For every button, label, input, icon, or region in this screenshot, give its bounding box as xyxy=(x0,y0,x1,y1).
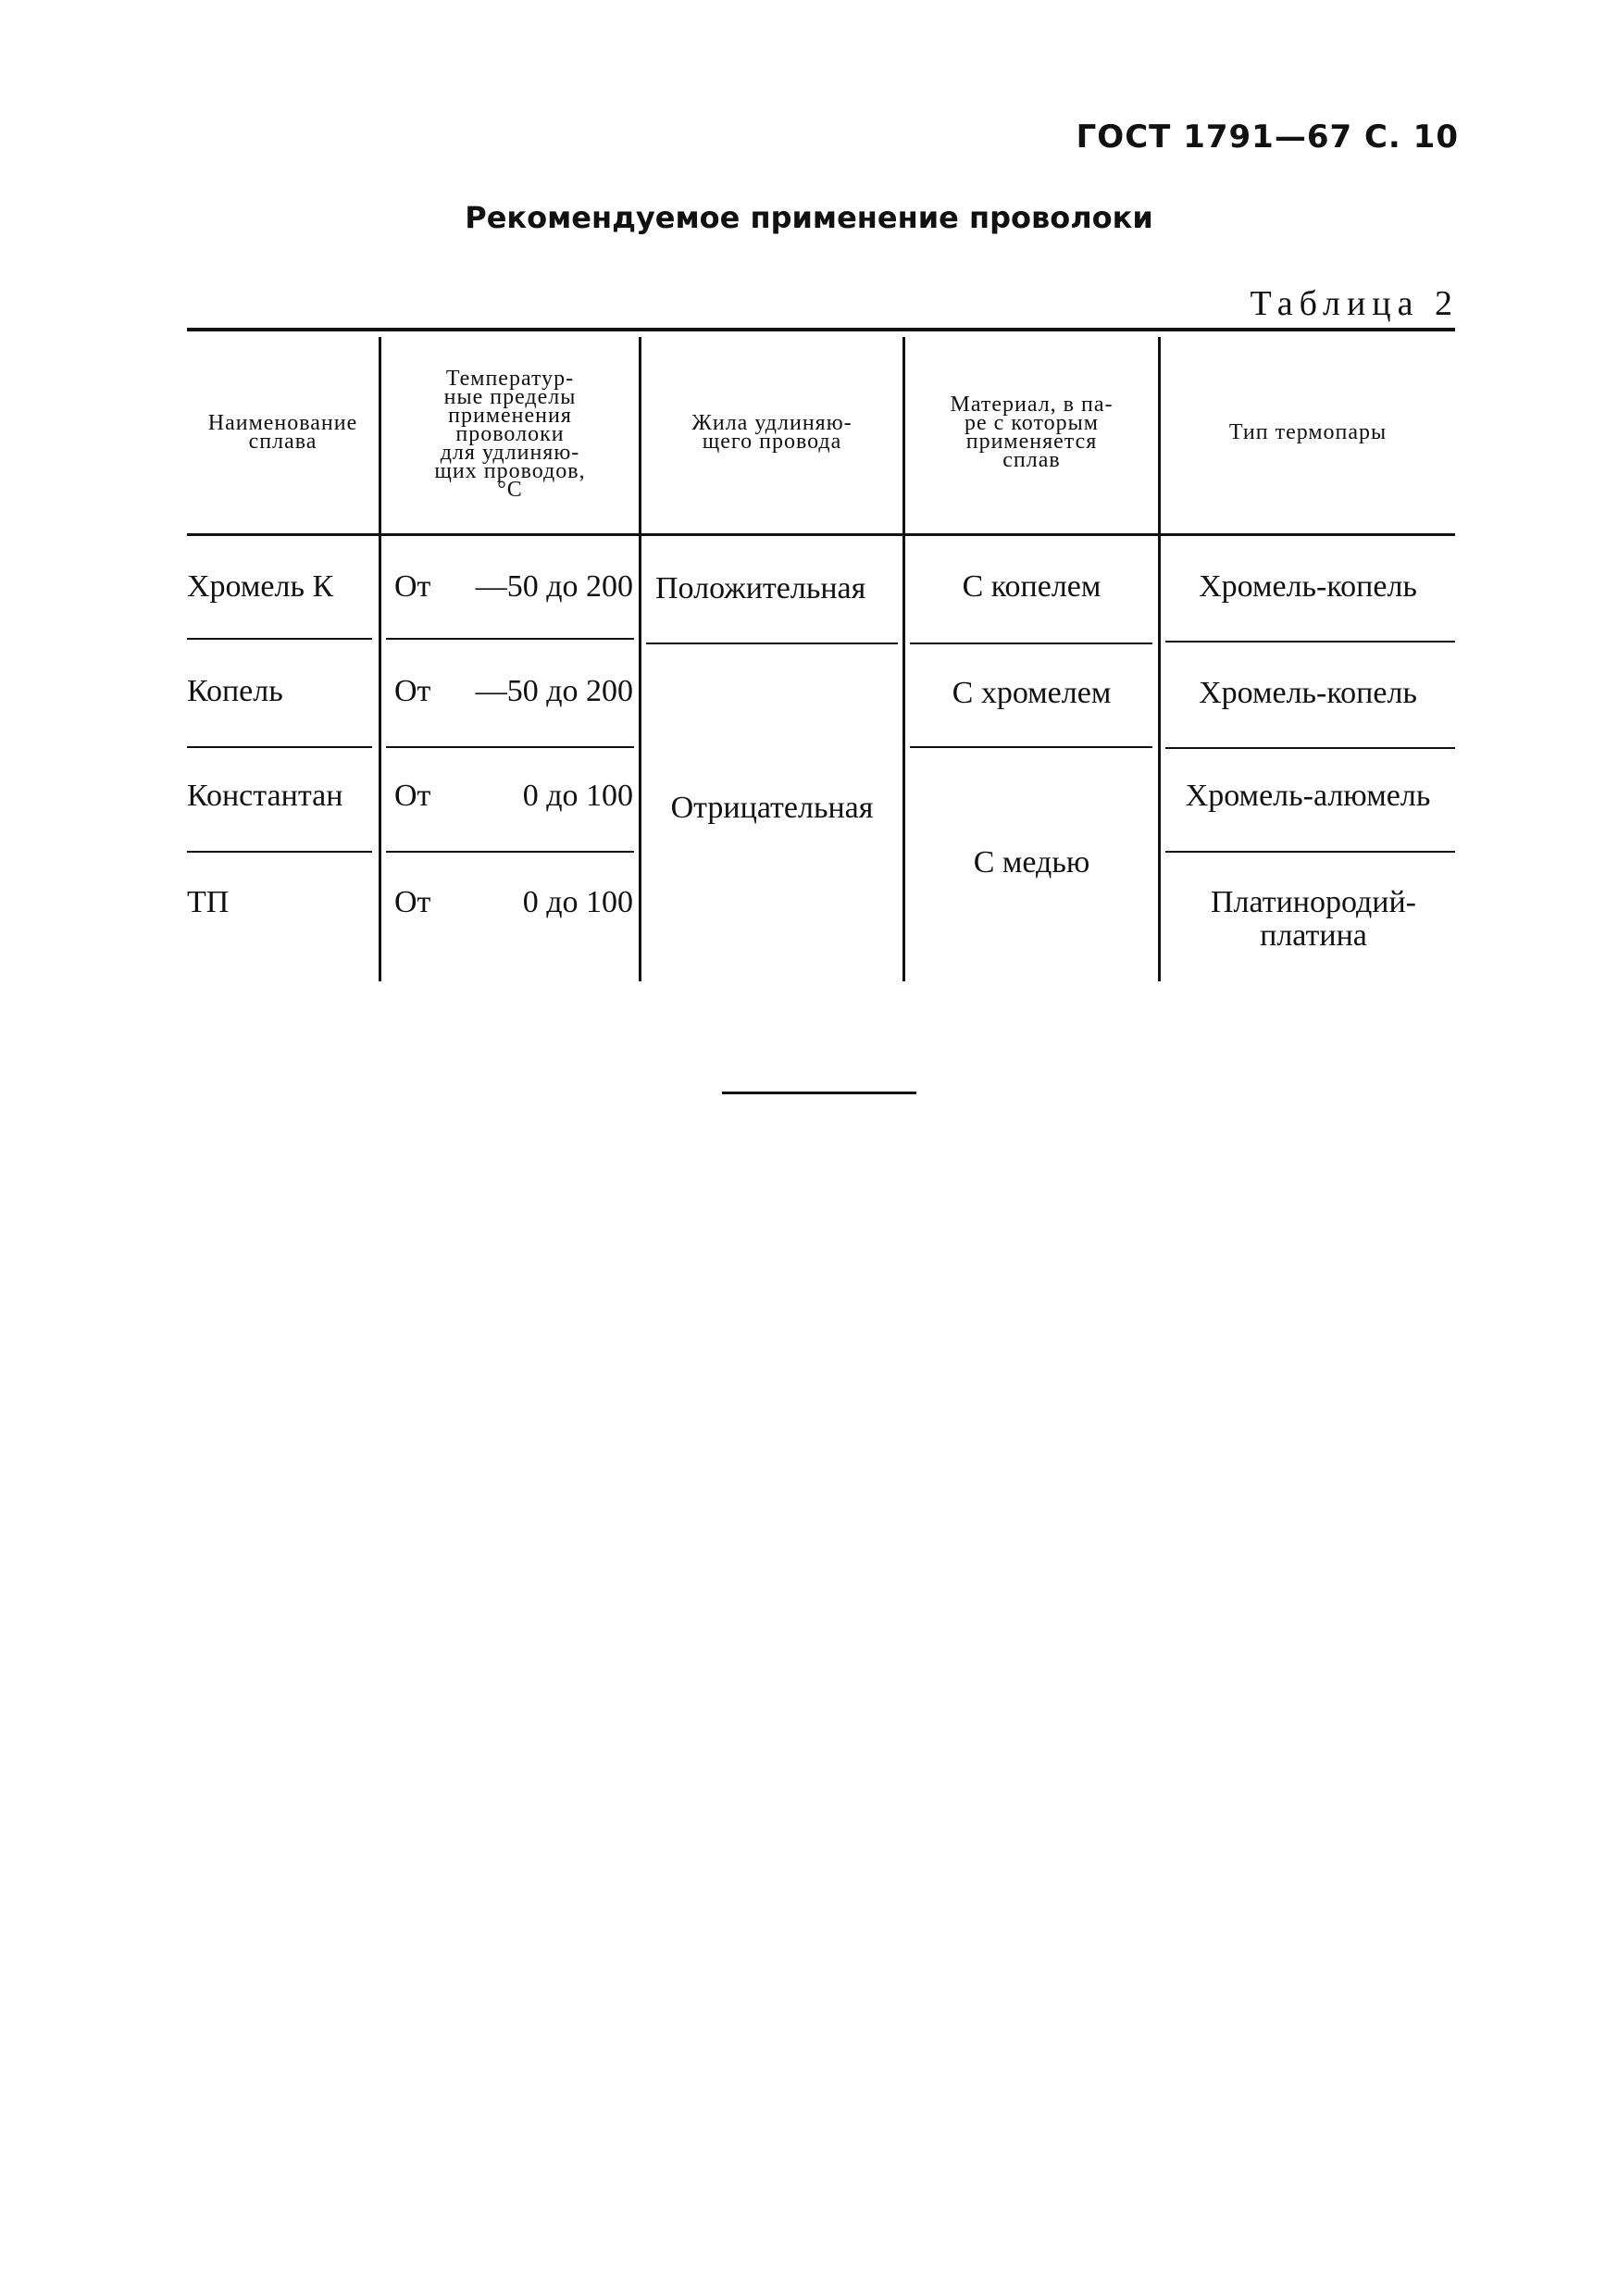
cell-core-rows-2-4: Отрицательная xyxy=(670,791,874,825)
row-divider-temp-2 xyxy=(386,746,634,748)
row-divider-core-1 xyxy=(646,643,898,644)
temperature-range: —50 до 200 xyxy=(475,674,633,708)
row-divider-temp-3 xyxy=(386,851,634,853)
row-divider-alloy-1 xyxy=(187,638,372,640)
row-divider-alloy-3 xyxy=(187,851,372,853)
row-divider-thermocouple-3 xyxy=(1165,851,1455,853)
cell-thermocouple-row-2: Хромель-копель xyxy=(1199,676,1417,710)
temperature-prefix: От xyxy=(394,885,431,919)
temperature-prefix: От xyxy=(394,569,431,604)
cell-alloy-row-3: Константан xyxy=(187,779,343,813)
header-alloy-name: Наименование сплава xyxy=(207,411,358,454)
row-divider-temp-1 xyxy=(386,638,634,640)
header-thermocouple-type: Тип термопары xyxy=(1228,420,1388,444)
cell-alloy-row-2: Копель xyxy=(187,674,283,708)
end-of-section-rule xyxy=(722,1092,916,1094)
cell-alloy-row-1: Хромель К xyxy=(187,569,334,604)
temperature-range: 0 до 100 xyxy=(522,885,633,919)
cell-core-row-1: Положительная xyxy=(655,571,866,605)
temperature-range: —50 до 200 xyxy=(475,569,633,604)
document-title: Рекомендуемое применение проволоки xyxy=(465,200,1153,235)
temperature-range: 0 до 100 xyxy=(522,779,633,813)
cell-temperature-row-4 xyxy=(394,886,633,919)
cell-temperature-row-3 xyxy=(394,780,633,813)
cell-material-row-1: С копелем xyxy=(962,569,1101,604)
cell-temperature-row-1 xyxy=(394,570,633,604)
table-label: Таблица 2 xyxy=(1250,284,1459,323)
row-divider-thermocouple-2 xyxy=(1165,747,1455,749)
row-divider-thermocouple-1 xyxy=(1165,641,1455,643)
cell-material-row-2: С хромелем xyxy=(952,676,1112,710)
cell-alloy-row-4: ТП xyxy=(187,885,230,919)
table-header-bottom-rule xyxy=(187,533,1455,536)
table-top-rule xyxy=(187,328,1455,331)
row-divider-alloy-2 xyxy=(187,746,372,748)
document-header-code: ГОСТ 1791—67 С. 10 xyxy=(1076,119,1459,156)
header-extension-wire-core: Жила удлиняю- щего провода xyxy=(691,411,853,454)
row-divider-material-2 xyxy=(910,746,1152,748)
row-divider-material-1 xyxy=(910,643,1152,644)
temperature-prefix: От xyxy=(394,779,431,813)
cell-temperature-row-2 xyxy=(394,675,633,708)
header-temperature-limits: Температур- ные пределы применения проволоки для удлиняю- щих проводов, °С xyxy=(434,367,586,502)
cell-material-rows-3-4: С медью xyxy=(973,845,1090,880)
cell-thermocouple-row-3: Хромель-алюмель xyxy=(1185,779,1431,813)
cell-thermocouple-row-4: Платинородий- платина xyxy=(1210,885,1416,953)
cell-thermocouple-row-1: Хромель-копель xyxy=(1199,569,1417,604)
recommended-use-table xyxy=(187,328,1455,981)
temperature-prefix: От xyxy=(394,674,431,708)
header-paired-material: Материал, в па- ре с которым применяется сплав xyxy=(950,393,1114,472)
